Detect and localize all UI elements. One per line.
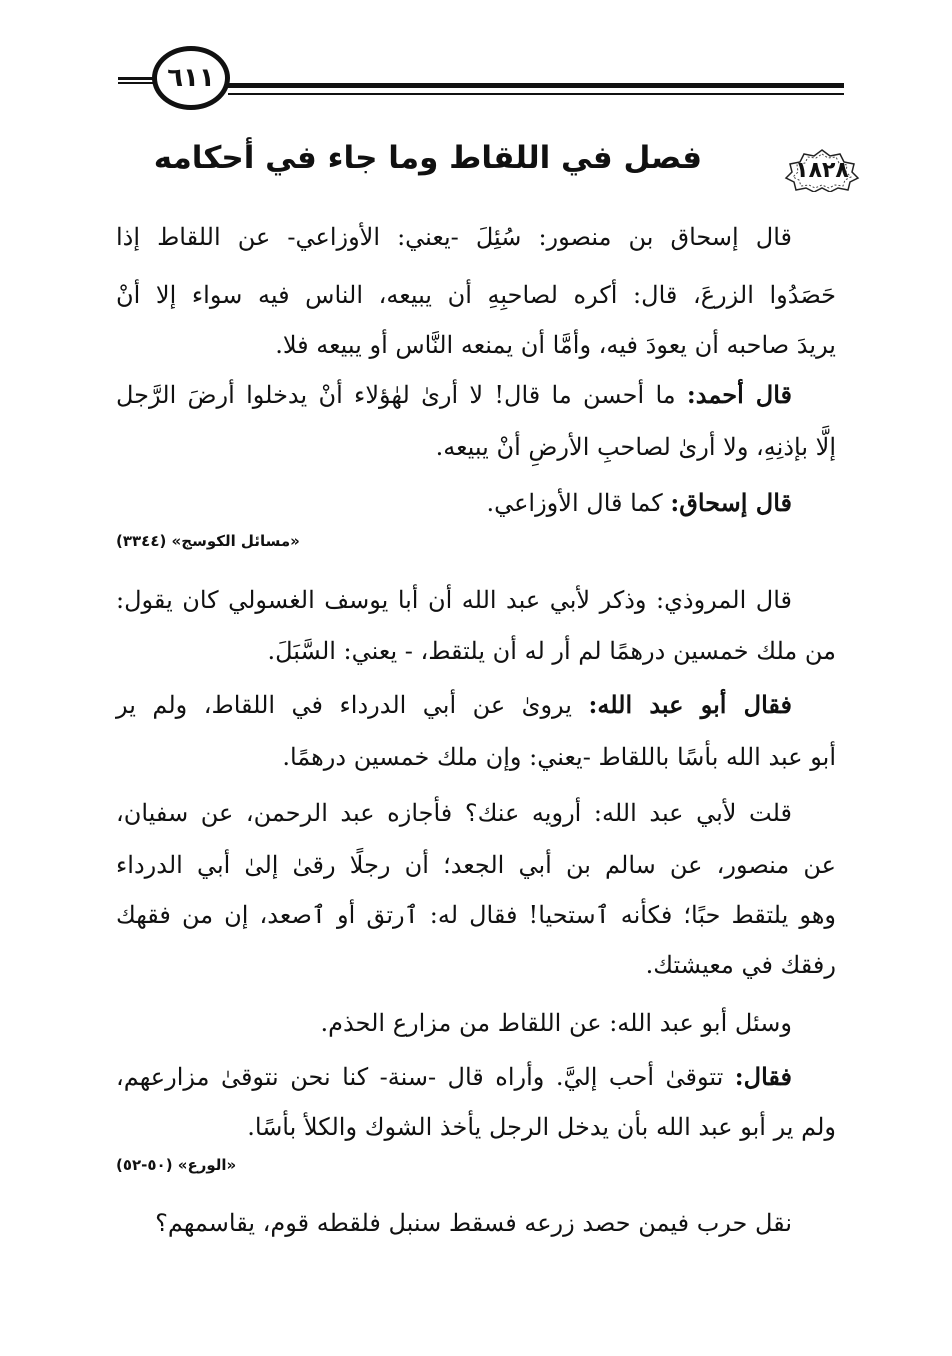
text-span: ما أحسن ما قال! لا أرىٰ لهٰؤلاء أنْ يدخلوا أرضَ الرَّجل [116, 381, 687, 409]
speaker-label: قال إسحاق: [670, 488, 792, 517]
source-reference: «الورع» (٥٠-٥٢) [116, 1156, 237, 1174]
text-line [116, 690, 792, 720]
text-line: رفقك في معيشتك. [645, 951, 836, 979]
page-number: ٦١١ [167, 63, 215, 93]
text-line [116, 380, 792, 410]
text-line: حَصَدُوا الزرعَ، قال: أكره لصاحبِهِ أن يبيعه، الناس فيه سواء إلا أنْ [116, 281, 836, 309]
header-rule-thick [228, 83, 844, 88]
text-span: كما قال الأوزاعي. [486, 489, 671, 517]
text-line [116, 1062, 792, 1092]
source-reference: «مسائل الكوسج» (٣٣٤٤) [116, 532, 300, 550]
text-line: وهو يلتقط حبًا؛ فكأنه ٱستحيا! فقال له: ٱرتق أو ٱصعد، إن من فقهك [116, 901, 836, 929]
text-line: وسئل أبو عبد الله: عن اللقاط من مزارع الحذم. [320, 1009, 792, 1037]
text-line: ولم ير أبو عبد الله بأن يدخل الرجل يأخذ الشوك والكلأ بأسًا. [247, 1113, 836, 1141]
text-line: قال المروذي: وذكر لأبي عبد الله أن أبا يوسف الغسولي كان يقول: [116, 586, 792, 614]
text-line: قال إسحاق بن منصور: سُئِلَ -يعني: الأوزاعي- عن اللقاط إذا [116, 223, 792, 251]
header-rule-thin [228, 93, 844, 95]
text-span: يروىٰ عن أبي الدرداء في اللقاط، ولم ير [116, 691, 589, 719]
text-line: يريدَ صاحبه أن يعودَ فيه، وأمَّا أن يمنعه النَّاس أو يبيعه فلا. [275, 331, 836, 359]
section-number: ١٨٢٨ [795, 157, 849, 183]
text-line [116, 488, 792, 518]
section-title: فصل في اللقاط وما جاء في أحكامه [153, 140, 702, 176]
text-line: قلت لأبي عبد الله: أرويه عنك؟ فأجازه عبد الرحمن، عن سفيان، [116, 799, 793, 827]
text-line: إلَّا بإذنِهِ، ولا أرىٰ لصاحبِ الأرضِ أنْ يبيعه. [435, 433, 836, 461]
text-line: نقل حرب فيمن حصد زرعه فسقط سنبل فلقطه قوم، يقاسمهم؟ [155, 1209, 792, 1237]
page-number-frame [152, 46, 230, 110]
text-line: عن منصور، عن سالم بن أبي الجعد؛ أن رجلًا رقىٰ إلىٰ أبي الدرداء [116, 851, 836, 879]
speaker-label: فقال: [734, 1062, 792, 1091]
text-span: تتوقىٰ أحب إليَّ. وأراه قال -سنة- كنا نحن نتوقىٰ مزارعهم، [116, 1063, 735, 1091]
speaker-label: فقال أبو عبد الله: [588, 690, 793, 719]
text-line: من ملك خمسين درهمًا لم أر له أن يلتقط، - يعني: السَّبَلَ. [267, 637, 836, 665]
speaker-label: قال أحمد: [686, 380, 792, 409]
section-number-badge [784, 148, 860, 192]
text-line: أبو عبد الله بأسًا باللقاط -يعني: وإن ملك خمسين درهمًا. [282, 743, 836, 771]
